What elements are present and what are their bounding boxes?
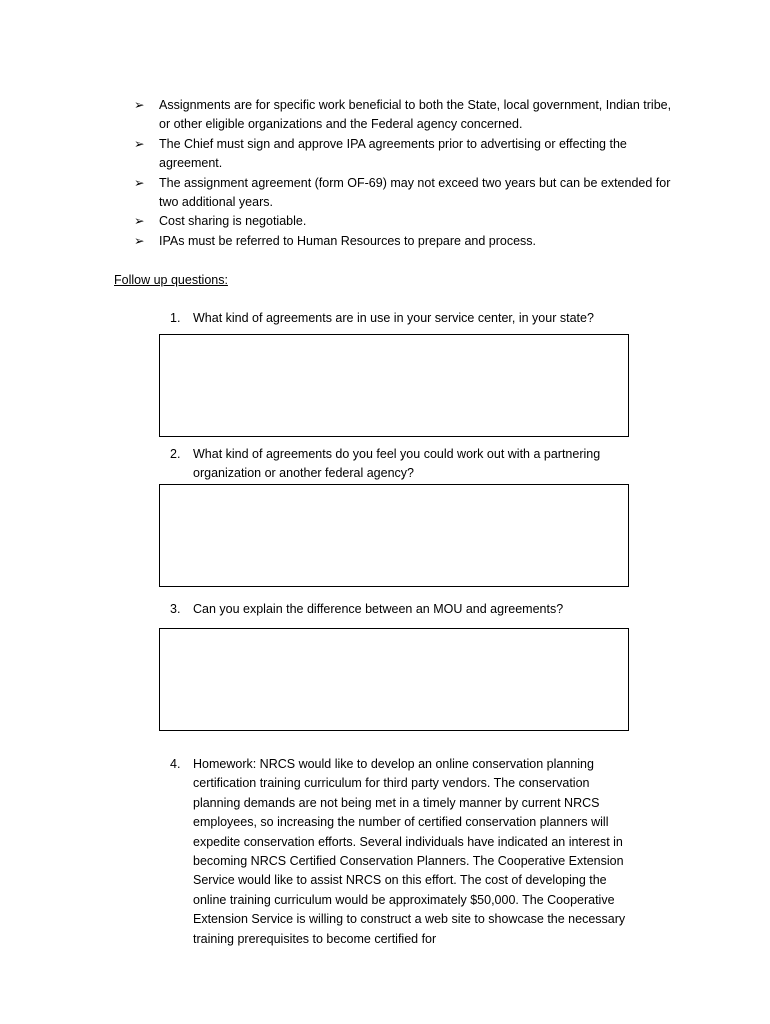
bullet-text: The Chief must sign and approve IPA agreements prior to advertising or effecting the agreement. <box>159 136 627 171</box>
bullet-item <box>134 212 674 231</box>
question-1 <box>170 309 640 328</box>
bullet-text: Cost sharing is negotiable. <box>159 214 307 229</box>
answer-box-2[interactable] <box>159 484 629 587</box>
question-number: 2. <box>170 447 181 461</box>
bullet-item <box>134 232 674 251</box>
question-2 <box>170 445 640 484</box>
bullet-text: Assignments are for specific work beneficial to both the State, local government, Indian tribe, or other eligible organizations and the Federal agency concerned. <box>159 98 672 132</box>
question-text: What kind of agreements do you feel you could work out with a partnering organization or another federal agency? <box>193 447 601 481</box>
bullet-item <box>134 174 674 213</box>
answer-box-3[interactable] <box>159 628 629 731</box>
arrow-bullet-icon: ➢ <box>134 98 145 112</box>
question-number: 4. <box>170 757 181 771</box>
bullet-text: IPAs must be referred to Human Resources to prepare and process. <box>159 233 537 248</box>
question-text: What kind of agreements are in use in your service center, in your state? <box>193 311 594 325</box>
question-number: 3. <box>170 602 181 616</box>
arrow-bullet-icon: ➢ <box>134 233 145 248</box>
bullet-list <box>134 96 674 251</box>
question-text: Homework: NRCS would like to develop an online conservation planning certification training curriculum for third party vendors. The conservation planning demands are not being met in a timely manner by current NRCS employees, so increasing the number of certified conservation planners will expedite conservation efforts. Several individuals have indicated an interest in becoming NRCS Certified Conservation Planners. The Cooperative Extension Service would like to assist NRCS on this effort. The cost of developing the online training curriculum would be approximately $50,000. The Cooperative Extension Service is willing to construct a web site to showcase the necessary training prerequisites to become certified for <box>193 757 626 946</box>
question-text: Can you explain the difference between an MOU and agreements? <box>193 602 564 616</box>
arrow-bullet-icon: ➢ <box>134 214 145 229</box>
question-number: 1. <box>170 311 181 325</box>
bullet-item <box>134 135 674 174</box>
follow-up-heading: Follow up questions: <box>114 273 228 287</box>
answer-box-1[interactable] <box>159 334 629 437</box>
arrow-bullet-icon: ➢ <box>134 136 145 151</box>
bullet-item <box>134 96 674 135</box>
arrow-bullet-icon: ➢ <box>134 175 145 190</box>
question-4 <box>170 755 640 949</box>
bullet-text: The assignment agreement (form OF-69) may not exceed two years but can be extended for two additional years. <box>159 175 671 210</box>
question-3 <box>170 600 640 619</box>
